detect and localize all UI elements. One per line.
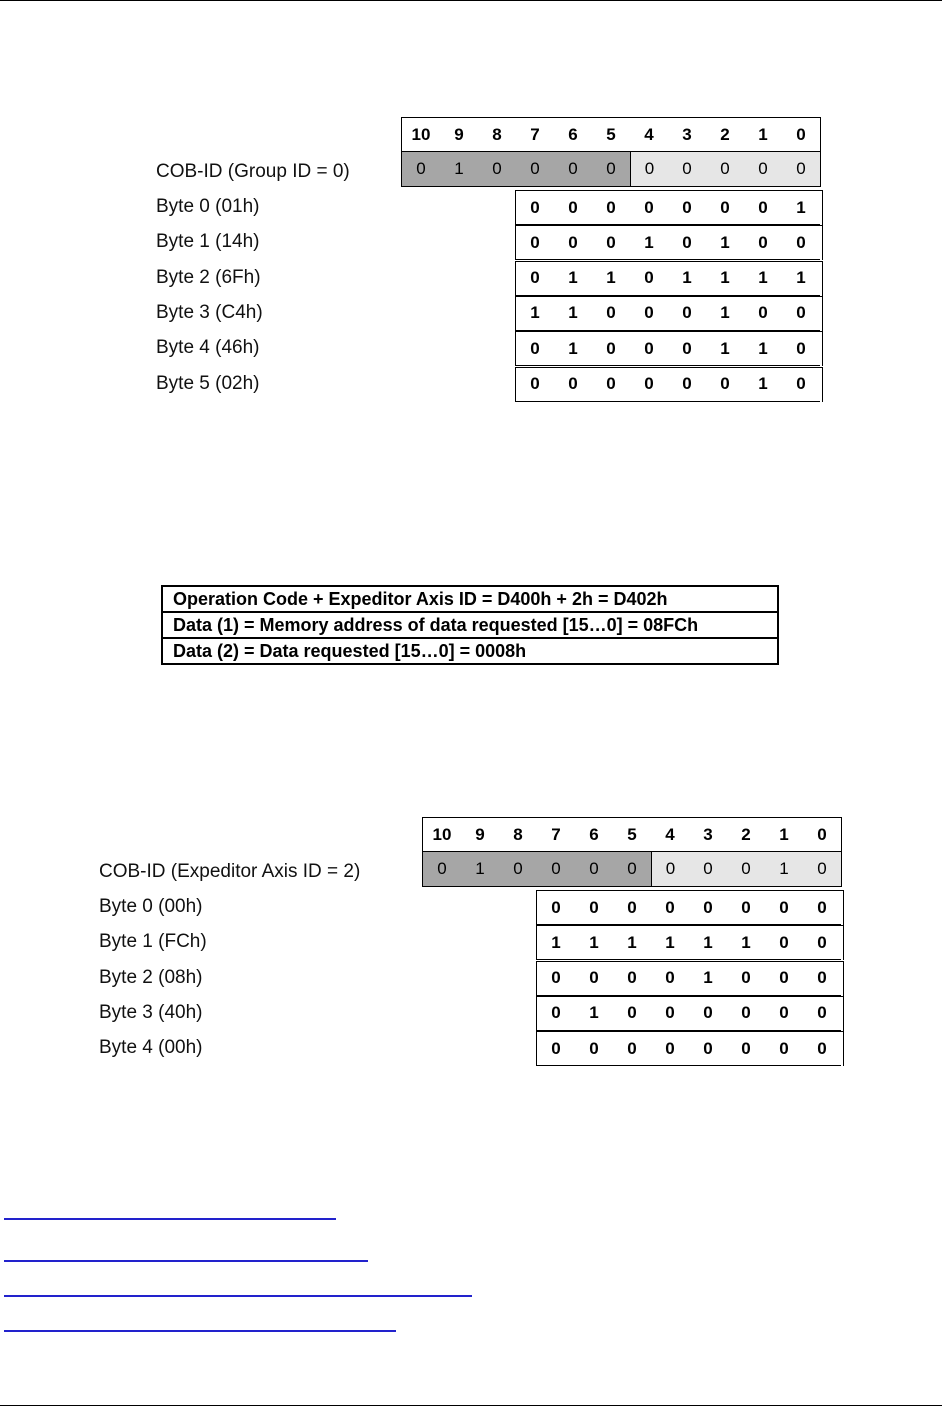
byte-bit: 0 xyxy=(668,368,706,402)
byte-bit: 0 xyxy=(554,226,592,260)
byte-bit: 1 xyxy=(575,997,613,1031)
byte-bit: 0 xyxy=(575,962,613,996)
byte-bit: 0 xyxy=(706,191,744,225)
byte-bit: 0 xyxy=(575,1032,613,1066)
byte-bit: 0 xyxy=(689,891,727,925)
cob-bit: 0 xyxy=(592,152,630,186)
cob-bit: 0 xyxy=(803,852,841,886)
byte-bit: 1 xyxy=(537,926,575,960)
byte-bit: 0 xyxy=(668,226,706,260)
byte-bit: 0 xyxy=(516,226,554,260)
byte-row xyxy=(515,296,823,331)
byte-bit: 0 xyxy=(592,226,630,260)
bit-header-4: 4 xyxy=(651,818,689,852)
byte-bit: 0 xyxy=(782,297,820,331)
byte-bit: 0 xyxy=(575,891,613,925)
byte-bit: 0 xyxy=(744,297,782,331)
byte-bit: 0 xyxy=(630,191,668,225)
byte-bit: 1 xyxy=(554,297,592,331)
byte-bit: 1 xyxy=(706,226,744,260)
bit-header-10: 10 xyxy=(402,118,440,152)
cob-id-label: COB-ID (Group ID = 0) xyxy=(156,161,350,182)
byte-bit: 0 xyxy=(668,297,706,331)
byte-bit: 0 xyxy=(727,1032,765,1066)
byte-bit: 0 xyxy=(803,1032,841,1066)
byte-bit: 0 xyxy=(537,891,575,925)
cob-bit: 0 xyxy=(706,152,744,186)
cob-bit: 1 xyxy=(461,852,499,886)
cob-bit: 0 xyxy=(613,852,651,886)
cob-bit: 0 xyxy=(668,152,706,186)
byte-bit: 1 xyxy=(630,226,668,260)
byte-label: Byte 4 (00h) xyxy=(99,1037,203,1059)
byte-bit: 0 xyxy=(651,997,689,1031)
byte-row xyxy=(536,996,844,1031)
cob-bit: 0 xyxy=(499,852,537,886)
bit-header-3: 3 xyxy=(689,818,727,852)
bit-header-8: 8 xyxy=(478,118,516,152)
bit-header-7: 7 xyxy=(516,118,554,152)
byte-bit: 0 xyxy=(782,226,820,260)
byte-bit: 0 xyxy=(727,962,765,996)
byte-bit: 0 xyxy=(782,332,820,366)
cob-bit: 0 xyxy=(554,152,592,186)
byte-row xyxy=(515,190,823,225)
cob-bit: 0 xyxy=(689,852,727,886)
byte-row xyxy=(536,890,844,925)
byte-bit: 0 xyxy=(537,1032,575,1066)
link-4[interactable] xyxy=(4,1330,396,1332)
byte-bit: 0 xyxy=(516,262,554,296)
byte-bit: 0 xyxy=(630,332,668,366)
byte-bit: 1 xyxy=(651,926,689,960)
link-2[interactable] xyxy=(4,1260,368,1262)
byte-bit: 1 xyxy=(706,332,744,366)
byte-bit: 0 xyxy=(782,368,820,402)
byte-bit: 0 xyxy=(516,191,554,225)
cob-bit: 0 xyxy=(478,152,516,186)
byte-bit: 1 xyxy=(575,926,613,960)
byte-bit: 0 xyxy=(689,997,727,1031)
byte-bit: 0 xyxy=(554,368,592,402)
byte-bit: 0 xyxy=(803,997,841,1031)
byte-bit: 0 xyxy=(516,368,554,402)
bit-header-2: 2 xyxy=(727,818,765,852)
byte-label: Byte 2 (6Fh) xyxy=(156,266,261,288)
bit-header-6: 6 xyxy=(554,118,592,152)
bit-header-8: 8 xyxy=(499,818,537,852)
info-row-data2: Data (2) = Data requested [15…0] = 0008h xyxy=(173,641,527,661)
byte-bit: 0 xyxy=(668,191,706,225)
byte-bit: 0 xyxy=(630,297,668,331)
byte-bit: 0 xyxy=(765,997,803,1031)
byte-bit: 1 xyxy=(782,191,820,225)
cob-bit: 0 xyxy=(402,152,440,186)
byte-bit: 0 xyxy=(516,332,554,366)
byte-bit: 0 xyxy=(706,368,744,402)
cob-id-row xyxy=(422,852,842,887)
byte-bit: 1 xyxy=(554,332,592,366)
byte-bit: 0 xyxy=(765,926,803,960)
byte-bit: 1 xyxy=(668,262,706,296)
byte-label: Byte 1 (14h) xyxy=(156,231,260,253)
bit-header-0: 0 xyxy=(782,118,820,152)
byte-bit: 1 xyxy=(613,926,651,960)
bit-header-9: 9 xyxy=(440,118,478,152)
byte-label: Byte 0 (01h) xyxy=(156,196,260,217)
cob-id-row xyxy=(401,152,821,187)
cob-bit: 0 xyxy=(630,152,668,186)
cob-bit: 0 xyxy=(537,852,575,886)
byte-bit: 1 xyxy=(516,297,554,331)
byte-bit: 0 xyxy=(554,191,592,225)
byte-label: Byte 3 (C4h) xyxy=(156,301,263,323)
bottom-rule xyxy=(0,1405,942,1406)
byte-bit: 0 xyxy=(613,891,651,925)
byte-bit: 0 xyxy=(651,1032,689,1066)
bit-header-9: 9 xyxy=(461,818,499,852)
byte-bit: 1 xyxy=(744,262,782,296)
byte-bit: 0 xyxy=(537,997,575,1031)
byte-bit: 0 xyxy=(765,1032,803,1066)
byte-bit: 0 xyxy=(630,368,668,402)
byte-label: Byte 0 (00h) xyxy=(99,896,203,917)
byte-bit: 0 xyxy=(537,962,575,996)
bit-header-6: 6 xyxy=(575,818,613,852)
cob-bit: 0 xyxy=(651,852,689,886)
cob-bit: 0 xyxy=(516,152,554,186)
byte-bit: 0 xyxy=(592,368,630,402)
byte-row xyxy=(536,961,844,996)
byte-label: Byte 1 (FCh) xyxy=(99,931,207,953)
bit-header-2: 2 xyxy=(706,118,744,152)
cob-bit: 0 xyxy=(782,152,820,186)
bit-header-1: 1 xyxy=(765,818,803,852)
byte-bit: 1 xyxy=(592,262,630,296)
byte-bit: 0 xyxy=(592,332,630,366)
bit-header-1: 1 xyxy=(744,118,782,152)
byte-bit: 0 xyxy=(803,891,841,925)
byte-bit: 0 xyxy=(803,926,841,960)
bit-header-3: 3 xyxy=(668,118,706,152)
byte-row xyxy=(515,331,823,366)
bit-header-0: 0 xyxy=(803,818,841,852)
byte-bit: 1 xyxy=(744,332,782,366)
cob-bit: 1 xyxy=(765,852,803,886)
cob-bit: 0 xyxy=(423,852,461,886)
bit-header-row xyxy=(422,817,842,853)
info-row-data1: Data (1) = Memory address of data requested [15…0] = 08FCh xyxy=(163,613,777,639)
info-row-opcode: Operation Code + Expeditor Axis ID = D400h + 2h = D402h xyxy=(163,587,777,613)
byte-bit: 1 xyxy=(554,262,592,296)
cob-bit: 0 xyxy=(727,852,765,886)
byte-bit: 0 xyxy=(592,297,630,331)
link-3[interactable] xyxy=(4,1295,472,1297)
bit-header-7: 7 xyxy=(537,818,575,852)
bit-header-row xyxy=(401,117,821,153)
byte-bit: 1 xyxy=(782,262,820,296)
cob-id-label: COB-ID (Expeditor Axis ID = 2) xyxy=(99,861,361,882)
byte-bit: 1 xyxy=(689,926,727,960)
byte-row xyxy=(515,261,823,296)
byte-bit: 0 xyxy=(613,997,651,1031)
byte-bit: 0 xyxy=(613,1032,651,1066)
bit-header-5: 5 xyxy=(592,118,630,152)
cob-bit: 0 xyxy=(744,152,782,186)
byte-bit: 0 xyxy=(651,962,689,996)
bit-header-5: 5 xyxy=(613,818,651,852)
byte-label: Byte 2 (08h) xyxy=(99,966,203,988)
byte-bit: 0 xyxy=(765,962,803,996)
cob-bit: 1 xyxy=(440,152,478,186)
byte-bit: 0 xyxy=(613,962,651,996)
top-rule xyxy=(0,0,942,1)
byte-bit: 0 xyxy=(668,332,706,366)
byte-row xyxy=(515,225,823,260)
byte-label: Byte 3 (40h) xyxy=(99,1001,203,1023)
byte-bit: 0 xyxy=(651,891,689,925)
byte-bit: 1 xyxy=(706,262,744,296)
link-1[interactable] xyxy=(4,1218,336,1220)
byte-bit: 1 xyxy=(744,368,782,402)
cob-bit: 0 xyxy=(575,852,613,886)
bit-header-10: 10 xyxy=(423,818,461,852)
byte-bit: 0 xyxy=(630,262,668,296)
info-box xyxy=(161,585,779,665)
byte-bit: 1 xyxy=(689,962,727,996)
byte-row xyxy=(536,925,844,960)
byte-bit: 0 xyxy=(727,997,765,1031)
byte-bit: 0 xyxy=(803,962,841,996)
byte-row xyxy=(536,1031,844,1066)
bit-header-4: 4 xyxy=(630,118,668,152)
byte-bit: 0 xyxy=(592,191,630,225)
byte-row xyxy=(515,367,823,402)
byte-label: Byte 4 (46h) xyxy=(156,337,260,359)
byte-bit: 0 xyxy=(689,1032,727,1066)
byte-bit: 0 xyxy=(765,891,803,925)
byte-bit: 1 xyxy=(727,926,765,960)
byte-bit: 1 xyxy=(706,297,744,331)
byte-bit: 0 xyxy=(744,226,782,260)
byte-bit: 0 xyxy=(744,191,782,225)
byte-bit: 0 xyxy=(727,891,765,925)
byte-label: Byte 5 (02h) xyxy=(156,372,260,394)
